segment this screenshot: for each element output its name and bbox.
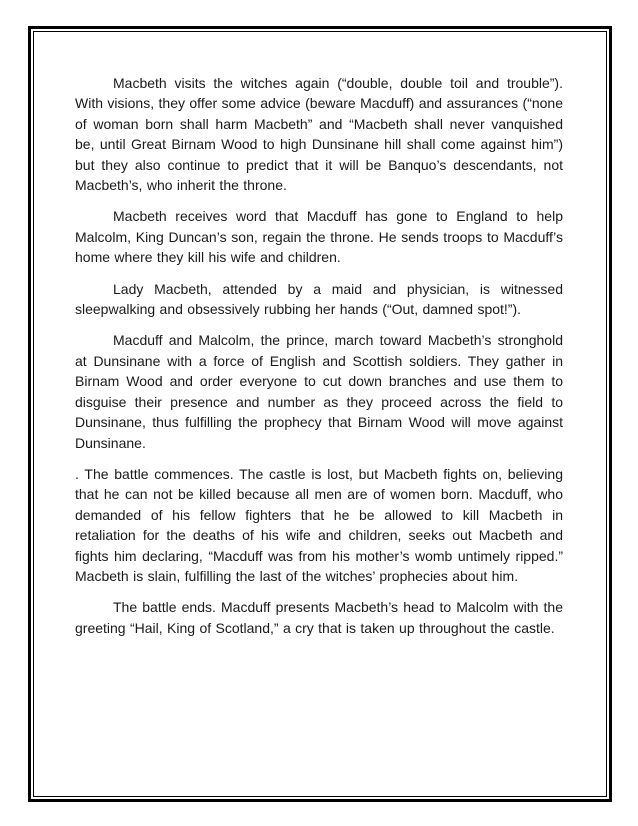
- paragraph-macduff-england: Macbeth receives word that Macduff has gone to England to help Malcolm, King Duncan’s son, regain the throne. He sends troops to Macduff’s home where they kill his wife and children.: [75, 208, 563, 266]
- paragraph-sleepwalking: Lady Macbeth, attended by a maid and physician, is witnessed sleepwalking and obsessively rubbing her hands (“Out, damned spot!”).: [75, 280, 563, 318]
- paragraph-birnam-wood: Macduff and Malcolm, the prince, march toward Macbeth’s stronghold at Dunsinane with a force of English and Scottish soldiers. They gather in Birnam Wood and order everyone to cut down branches and use them to disguise their presence and number as they proceed across the field to Dunsinane, thus fulfilling the prophecy that Birnam Wood will move against Dunsinane.: [75, 332, 563, 451]
- paragraph-battle: . The battle commences. The castle is lost, but Macbeth fights on, believing that he can not be killed because all men are of women born. Macduff, who demanded of his fellow fighters that he be allowed to kill Macbeth in retaliation for the deaths of his wife and children, seeks out Macbeth and fights him declaring, “Macduff was from his mother’s womb untimely ripped.” Macbeth is slain, fulfilling the last of the witches’ prophecies about him.: [75, 465, 563, 584]
- paragraph-battle-ends: The battle ends. Macduff presents Macbeth’s head to Malcolm with the greeting “Hail, King of Scotland,” a cry that is taken up throughout the castle.: [75, 599, 563, 636]
- paragraph-witches-visit: Macbeth visits the witches again (“double, double toil and trouble”). With visions, they offer some advice (beware Macduff) and assurances (“none of woman born shall harm Macbeth” and “Macbeth shall never vanquished be, until Great Birnam Wood to high Dunsinane hill shall come against him”) but they also continue to predict that it will be Banquo’s descendants, not Macbeth’s, who inherit the throne.: [75, 75, 563, 194]
- document-body: [75, 73, 563, 649]
